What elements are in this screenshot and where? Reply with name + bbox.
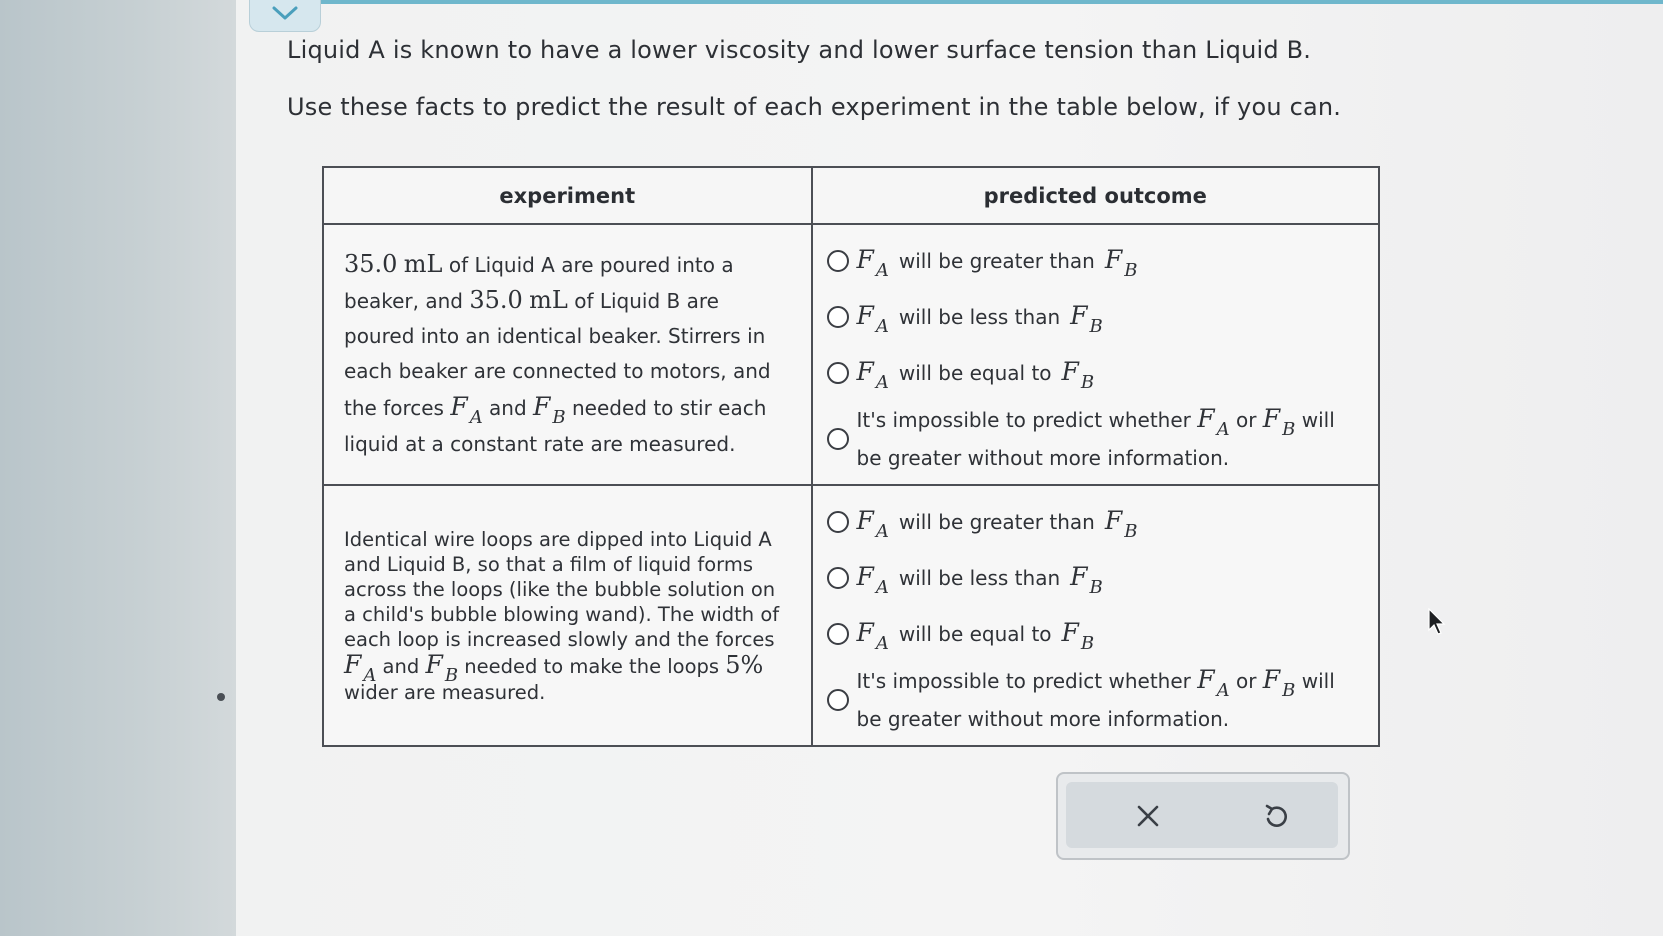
left-sidebar [0, 0, 236, 936]
collapse-toggle[interactable] [249, 0, 321, 32]
force-subscript: A [875, 632, 889, 654]
header-experiment: experiment [323, 167, 812, 224]
force-symbol: F [856, 244, 874, 274]
radio-button[interactable] [827, 511, 849, 533]
volume-value: 35.0 [344, 250, 398, 278]
force-symbol: F [1070, 300, 1088, 330]
force-subscript: B [1124, 520, 1138, 542]
radio-button[interactable] [827, 428, 849, 450]
problem-statement: Liquid A is known to have a lower viscosity and lower surface tension than Liquid B. [287, 36, 1312, 64]
volume-unit: mL [403, 250, 443, 278]
option-label: will be equal to [898, 360, 1052, 385]
option-equal[interactable] [827, 606, 1364, 662]
experiment-2-description [323, 485, 812, 746]
force-symbol: F [533, 392, 551, 421]
force-symbol: F [856, 356, 874, 386]
force-symbol: F [856, 300, 874, 330]
force-symbol: F [1070, 561, 1088, 591]
option-label: will be greater than [898, 509, 1095, 534]
radio-button[interactable] [827, 623, 849, 645]
force-symbol: F [1104, 505, 1123, 535]
chevron-down-icon [270, 4, 300, 22]
force-symbol: F [344, 649, 362, 679]
option-greater[interactable] [827, 233, 1364, 289]
force-subscript: A [875, 259, 889, 281]
force-subscript: B [1080, 371, 1095, 393]
force-symbol: F [1061, 356, 1079, 386]
option-label: will be less than [898, 565, 1061, 590]
force-symbol: F [1197, 404, 1215, 433]
option-greater[interactable] [827, 494, 1364, 550]
option-or: or [1235, 669, 1257, 693]
option-label: will be greater than [898, 248, 1095, 273]
experiment-1-description [323, 224, 812, 485]
force-symbol: F [1104, 244, 1123, 274]
option-label: will be greater without more information. [856, 669, 1335, 731]
percent-value: 5% [725, 650, 764, 679]
force-subscript: A [1216, 419, 1230, 440]
option-label: It's impossible to predict whether [856, 408, 1191, 432]
force-subscript: A [1216, 680, 1230, 701]
option-label: will be greater without more information. [856, 408, 1335, 470]
force-subscript: B [1089, 315, 1103, 337]
header-predicted-outcome: predicted outcome [812, 167, 1379, 224]
force-symbol: F [1262, 665, 1281, 694]
force-subscript: A [469, 407, 483, 428]
experiment-2-options [812, 485, 1379, 746]
x-icon [1135, 803, 1161, 829]
clear-button[interactable] [1126, 794, 1170, 838]
exp2-text-3: wider are measured. [344, 680, 546, 704]
exp1-text-3: needed to stir each liquid at a constant rate are measured. [344, 396, 767, 456]
volume-unit: mL [529, 286, 568, 314]
exp2-and: and [376, 654, 426, 678]
screen-marker-dot [217, 693, 225, 701]
radio-button[interactable] [827, 250, 849, 272]
answer-actions-inner [1066, 782, 1338, 848]
table-row [323, 224, 1379, 485]
force-symbol: F [450, 392, 468, 421]
force-symbol: F [856, 561, 874, 591]
force-symbol: F [1197, 665, 1215, 694]
option-label: will be equal to [898, 621, 1052, 646]
radio-button[interactable] [827, 306, 849, 328]
force-subscript: B [444, 664, 459, 686]
exp2-text-2: needed to make the loops [458, 654, 726, 678]
experiment-1-options [812, 224, 1379, 485]
option-impossible[interactable] [827, 401, 1364, 476]
exp1-text-1: of Liquid A are poured into a beaker, and [344, 253, 734, 313]
force-subscript: B [1089, 576, 1103, 598]
option-or: or [1235, 408, 1257, 432]
force-symbol: F [425, 649, 443, 679]
option-label: It's impossible to predict whether [856, 669, 1191, 693]
experiment-table [322, 166, 1380, 747]
answer-actions [1056, 772, 1350, 860]
force-subscript: B [1282, 680, 1296, 701]
force-symbol: F [856, 505, 874, 535]
force-symbol: F [1061, 617, 1079, 647]
undo-icon [1262, 802, 1290, 830]
mouse-cursor-icon [1428, 608, 1446, 636]
force-subscript: A [363, 664, 377, 686]
option-impossible[interactable] [827, 662, 1364, 737]
exp1-text-2: of Liquid B are poured into an identical beaker. Stirrers in each beaker are connected to motors, and the forces [344, 289, 771, 420]
force-symbol: F [1262, 404, 1281, 433]
force-subscript: B [552, 407, 566, 428]
force-subscript: A [875, 576, 889, 598]
force-subscript: B [1282, 419, 1296, 440]
option-label: will be less than [898, 304, 1061, 329]
undo-button[interactable] [1254, 794, 1298, 838]
force-subscript: A [875, 520, 889, 542]
radio-button[interactable] [827, 567, 849, 589]
exp1-and: and [482, 396, 534, 420]
volume-value: 35.0 [469, 286, 523, 314]
force-subscript: B [1124, 259, 1138, 281]
force-subscript: A [875, 371, 889, 393]
option-less[interactable] [827, 550, 1364, 606]
radio-button[interactable] [827, 689, 849, 711]
force-symbol: F [856, 617, 874, 647]
option-less[interactable] [827, 289, 1364, 345]
option-equal[interactable] [827, 345, 1364, 401]
table-header-row [323, 167, 1379, 224]
exp2-text-1: Identical wire loops are dipped into Liquid A and Liquid B, so that a film of liquid forms across the loops (like the bubble solution on a child's bubble blowing wand). The width of each loop is increased slowly and the forces [344, 527, 780, 651]
force-subscript: A [875, 315, 889, 337]
radio-button[interactable] [827, 362, 849, 384]
problem-instruction: Use these facts to predict the result of each experiment in the table below, if you can. [287, 93, 1342, 121]
force-subscript: B [1080, 632, 1095, 654]
top-accent-bar [300, 0, 1663, 4]
table-row [323, 485, 1379, 746]
